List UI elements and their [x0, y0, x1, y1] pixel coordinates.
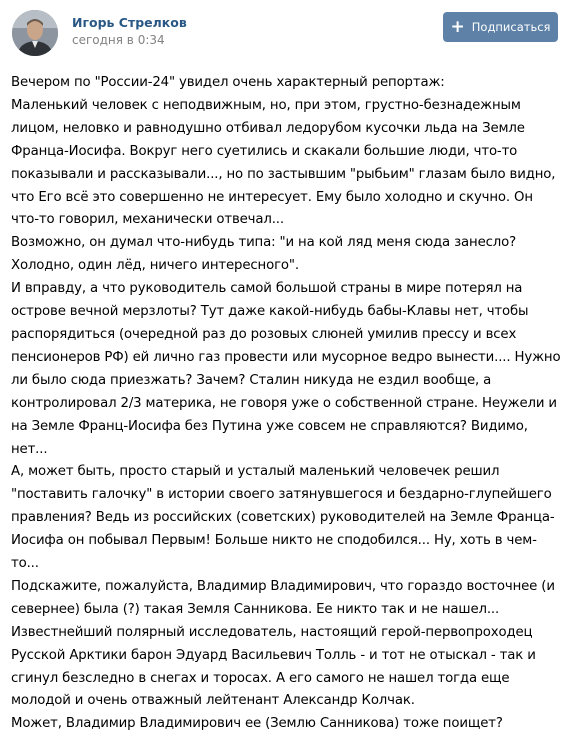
- post-paragraph: Может, Владимир Владимирович ее (Землю Санникова) тоже поищет?: [11, 716, 503, 732]
- post-paragraph: Возможно, он думал что-нибудь типа: "и на кой ляд меня сюда занесло? Холодно, один лёд, ничего интересного".: [11, 235, 517, 274]
- post-paragraph: Подскажите, пожалуйста, Владимир Владимирович, что гораздо восточнее (и севернее) была (?) такая Земля Санникова. Ее никто так и не нашел... Известнейший полярный исследователь, настоящий герой-первопроходец Русской Арктики барон Эдуард Васильевич Толль - и тот не отыскал - так и сгинул безследно в снегах и торосах. А его самого не нашел тогда еще молодой и очень отважный лейтенант Александр Колчак.: [11, 578, 555, 709]
- post-paragraph: Маленький человек с неподвижным, но, при этом, грустно-безнадежным лицом, неловко и равнодушно отбивал ледорубом кусочки льда на Земле Франца-Иосифа. Вокруг него суетились и скакали большие люди, что-то показывали и рассказывали..., но по застывшим "рыбьим" глазам было видно, что Его всё это совершенно не интересует. Ему было холодно и скучно. Он что-то говорил, механически отвечал...: [11, 97, 556, 228]
- profile-photo-icon: [12, 10, 58, 56]
- plus-icon: +: [450, 16, 465, 37]
- post-timestamp[interactable]: сегодня в 0:34: [72, 33, 165, 47]
- post-header: [0, 0, 569, 60]
- post-paragraph: Вечером по "России-24" увидел очень характерный репортаж:: [11, 75, 445, 90]
- subscribe-button[interactable]: [443, 12, 558, 42]
- avatar[interactable]: [12, 10, 58, 56]
- post-paragraph: А, может быть, просто старый и усталый маленький человечек решил "поставить галочку" в истории своего затянувшегося и бездарно-глупейшего правления? Ведь из российских (советских) руководителей на Земле Франца-Иосифа он побывал Первым! Больше никто не сподобился... Ну, хоть в чем-то...: [11, 464, 555, 572]
- author-name[interactable]: Игорь Стрелков: [72, 15, 187, 30]
- post-text: [11, 72, 563, 736]
- subscribe-label: Подписаться: [471, 20, 551, 34]
- post-paragraph: И вправду, а что руководитель самой большой страны в мире потерял на острове вечной мерзлоты? Тут даже какой-нибудь бабы-Клавы нет, чтобы распорядиться (очередной раз до розовых слюней умилив прессу и всех пенсионеров РФ) ей лично газ провести или мусорное ведро вынести.... Нужно ли было сюда приезжать? Зачем? Сталин никуда не ездил вообще, а контролировал 2/3 материка, не говоря уже о собственной стране. Неужели и на Земле Франц-Иосифа без Путина уже совсем не справляются? Видимо, нет...: [11, 281, 561, 457]
